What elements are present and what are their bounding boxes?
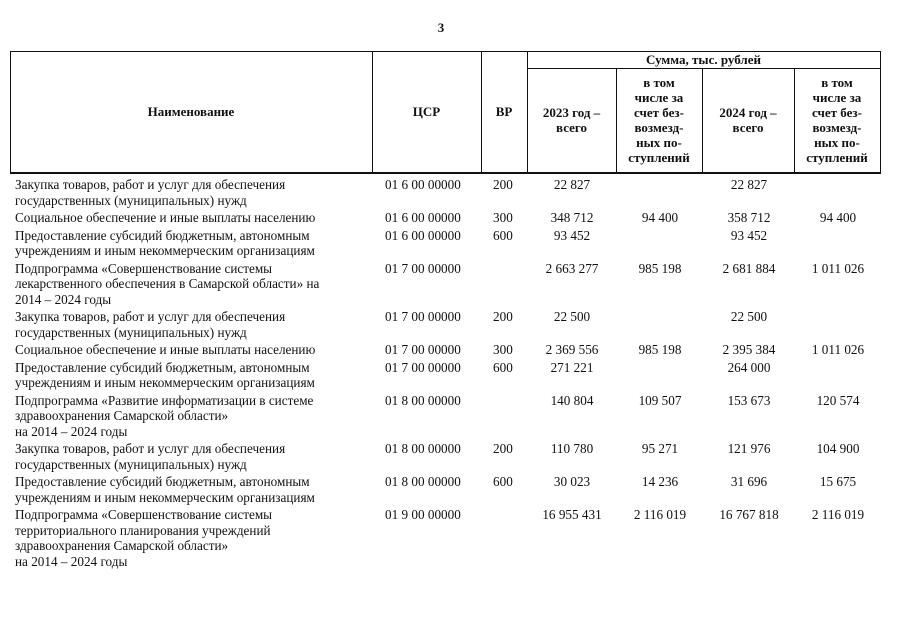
row-2023-free: 2 116 019 (633, 507, 687, 522)
header-vr: ВР (495, 104, 513, 119)
row-vr: 200 (493, 309, 513, 324)
row-2023-total: 2 663 277 (545, 260, 599, 276)
row-name-line: здравоохранения Самарской области» (15, 408, 229, 423)
row-vr: 600 (493, 474, 513, 489)
row-2023-total: 93 452 (553, 227, 591, 243)
row-2023-free: 95 271 (641, 441, 679, 456)
row-2024-free: 1 011 026 (811, 260, 865, 276)
row-2023-free: 14 236 (641, 474, 679, 489)
row-name-line: Подпрограмма «Развитие информатизации в системе (15, 392, 314, 408)
row-name-line: государственных (муниципальных) нужд (15, 456, 247, 472)
row-2024-total: 22 827 (730, 177, 768, 192)
header-sum-group: Сумма, тыс. рублей (646, 52, 761, 67)
row-2024-total: 2 395 384 (722, 342, 776, 357)
row-2024-free: 94 400 (819, 210, 857, 225)
row-csr: 01 7 00 00000 (385, 260, 461, 276)
row-2024-free: 104 900 (816, 441, 860, 456)
row-name (15, 228, 370, 259)
row-2024-free: 1 011 026 (811, 342, 865, 357)
row-name (15, 474, 370, 505)
header-2023-total: 2023 год – всего (542, 105, 601, 135)
row-name-line: на 2014 – 2024 годы (15, 553, 128, 569)
header-2024-total: 2024 год – всего (719, 105, 777, 135)
row-csr: 01 6 00 00000 (385, 177, 461, 192)
row-name (15, 507, 370, 569)
header-2023-free: в том числе за счет без- возмезд- ных по- ступлений (628, 75, 690, 165)
row-2023-free: 94 400 (641, 210, 679, 225)
row-2024-free: 2 116 019 (811, 507, 865, 522)
row-2023-total: 271 221 (550, 359, 594, 375)
row-2024-total: 153 673 (727, 392, 771, 408)
header-2024-free: в том числе за счет без- возмезд- ных по- ступлений (806, 75, 868, 165)
row-2023-total: 22 827 (553, 177, 591, 192)
row-name (15, 210, 370, 226)
row-2023-total: 22 500 (553, 309, 591, 324)
row-name (15, 342, 370, 358)
row-2023-free: 985 198 (638, 260, 682, 276)
row-name-line: учреждениям и иным некоммерческим организациям (15, 489, 315, 505)
row-vr: 600 (493, 227, 513, 243)
row-2024-free: 120 574 (816, 392, 860, 408)
row-name-line: государственных (муниципальных) нужд (15, 192, 247, 208)
table-header (10, 51, 881, 174)
row-2023-free: 985 198 (638, 342, 682, 357)
row-2024-total: 22 500 (730, 309, 768, 324)
row-csr: 01 8 00 00000 (385, 474, 461, 489)
row-2023-total: 110 780 (550, 441, 594, 456)
row-name-line: учреждениям и иным некоммерческим организациям (15, 243, 315, 258)
row-name-line: на 2014 – 2024 годы (15, 423, 128, 439)
header-csr: ЦСР (412, 104, 441, 119)
row-name-line: Подпрограмма «Совершенствование системы (15, 260, 273, 276)
row-name-line: территориального планирования учреждений (15, 522, 271, 538)
row-csr: 01 7 00 00000 (385, 359, 461, 375)
row-name-line: Предоставление субсидий бюджетным, автономным (15, 227, 310, 243)
row-name-line: Предоставление субсидий бюджетным, автономным (15, 359, 310, 375)
row-2023-total: 140 804 (550, 392, 594, 408)
row-name-line: Социальное обеспечение и иные выплаты населению (15, 342, 316, 357)
row-name-line: учреждениям и иным некоммерческим организациям (15, 375, 315, 390)
row-csr: 01 9 00 00000 (385, 507, 461, 522)
row-name-line: здравоохранения Самарской области» (15, 538, 229, 553)
row-2023-total: 16 955 431 (542, 507, 602, 522)
header-name: Наименование (147, 104, 235, 119)
row-vr: 600 (493, 359, 513, 375)
row-name-line: лекарственного обеспечения в Самарской области» на (15, 276, 320, 291)
row-name (15, 177, 370, 208)
row-name (15, 441, 370, 472)
page-number: 3 (437, 20, 445, 35)
row-2023-total: 348 712 (550, 210, 594, 225)
row-vr: 200 (493, 441, 513, 456)
row-name-line: Закупка товаров, работ и услуг для обеспечения (15, 309, 286, 324)
row-csr: 01 6 00 00000 (385, 227, 461, 243)
row-csr: 01 8 00 00000 (385, 441, 461, 456)
row-name (15, 360, 370, 391)
row-2023-free: 109 507 (638, 392, 682, 408)
row-name-line: Подпрограмма «Совершенствование системы (15, 507, 273, 522)
row-csr: 01 6 00 00000 (385, 210, 461, 225)
row-vr: 300 (493, 342, 513, 357)
row-2024-total: 16 767 818 (719, 507, 779, 522)
row-name (15, 261, 370, 308)
row-name-line: Закупка товаров, работ и услуг для обеспечения (15, 441, 286, 456)
row-vr: 300 (493, 210, 513, 225)
row-name-line: Предоставление субсидий бюджетным, автономным (15, 474, 310, 489)
row-2023-total: 30 023 (553, 474, 591, 489)
row-2024-total: 31 696 (730, 474, 768, 489)
row-csr: 01 7 00 00000 (385, 342, 461, 357)
row-2024-total: 264 000 (727, 359, 771, 375)
row-name-line: Закупка товаров, работ и услуг для обеспечения (15, 177, 286, 192)
row-vr: 200 (493, 177, 513, 192)
row-2024-total: 121 976 (727, 441, 771, 456)
row-name-line: Социальное обеспечение и иные выплаты населению (15, 210, 316, 225)
row-2024-total: 2 681 884 (722, 260, 776, 276)
row-csr: 01 7 00 00000 (385, 309, 461, 324)
row-2023-total: 2 369 556 (545, 342, 599, 357)
row-2024-free: 15 675 (819, 474, 857, 489)
row-name (15, 309, 370, 340)
row-name-line: 2014 – 2024 годы (15, 291, 112, 307)
row-name-line: государственных (муниципальных) нужд (15, 324, 247, 340)
row-2024-total: 93 452 (730, 227, 768, 243)
row-2024-total: 358 712 (727, 210, 771, 225)
row-csr: 01 8 00 00000 (385, 392, 461, 408)
row-name (15, 393, 370, 440)
